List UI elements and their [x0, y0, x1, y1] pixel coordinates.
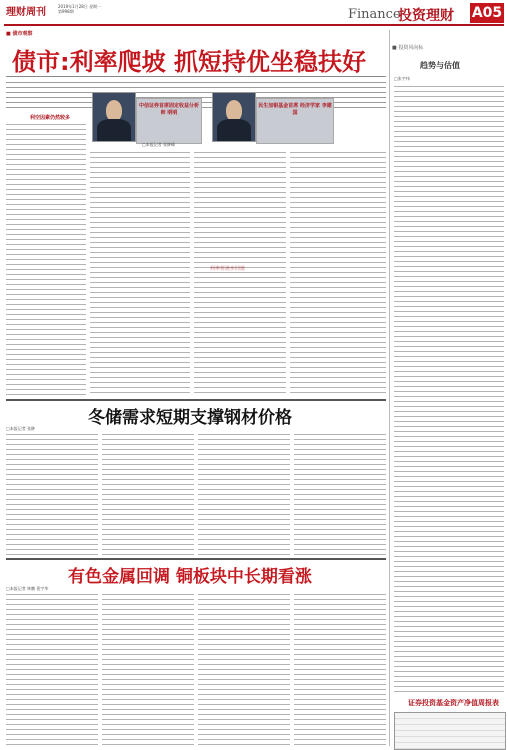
article1-byline: □本报记者 张翀峰 — [142, 142, 176, 147]
article1-column-2 — [90, 150, 190, 396]
column-divider — [389, 30, 390, 746]
article2-column-2 — [102, 432, 194, 556]
article3-byline: □本报记者 林鹏 裴宇华 — [6, 586, 49, 591]
page-number-badge: A05 — [471, 5, 503, 21]
pull-quote-2: 民生加银基金首席 经济学家 李建国 — [256, 98, 334, 144]
pull-quote-1: 中信证券首席固定收益分析师 明明 — [136, 98, 202, 144]
portrait-photo-1 — [92, 92, 136, 142]
issue-number: 第998期 — [58, 9, 74, 14]
right-column-title: 趋势与估值 — [420, 61, 460, 70]
masthead-date — [58, 4, 101, 14]
article1-column-4 — [290, 150, 386, 396]
right-column-byline: □张宇伟 — [394, 76, 410, 81]
section-divider-1 — [6, 399, 386, 401]
article3-column-3 — [198, 592, 290, 746]
section-name-cn: 投资理财 — [398, 8, 454, 24]
fund-table — [394, 712, 506, 750]
article2-column-4 — [294, 432, 386, 556]
article2-column-3 — [198, 432, 290, 556]
newspaper-logo: 理财周刊 — [6, 7, 46, 18]
article2-byline: □本报记者 张翀 — [6, 426, 36, 431]
article3-column-4 — [294, 592, 386, 746]
article3-headline: 有色金属回调 铜板块中长期看涨 — [68, 567, 312, 587]
article3-column-1 — [6, 592, 98, 746]
fund-table-title: 证券投资基金资产净值周报表 — [408, 699, 499, 707]
article2-column-1 — [6, 432, 98, 556]
section-name-en: Finance — [348, 7, 401, 22]
section-tag: ■ 债市观察 — [6, 31, 33, 37]
article3-column-2 — [102, 592, 194, 746]
issue-date: 2019年1月28日 星期一 — [58, 4, 102, 9]
subhead-1: 利空因素仍然较多 — [30, 115, 71, 121]
right-column-body — [394, 84, 504, 694]
right-section-tag: ■ 投资风向标 — [392, 45, 424, 51]
portrait-photo-2 — [212, 92, 256, 142]
masthead-rule — [4, 24, 504, 26]
article1-column-1 — [6, 122, 86, 396]
section-divider-2 — [6, 558, 386, 560]
headline-rule — [6, 76, 386, 77]
article1-column-3 — [194, 150, 286, 396]
article2-headline: 冬储需求短期支撑钢材价格 — [88, 408, 292, 428]
article1-headline: 债市:利率爬坡 抓短持优坐稳扶好 — [12, 48, 366, 76]
